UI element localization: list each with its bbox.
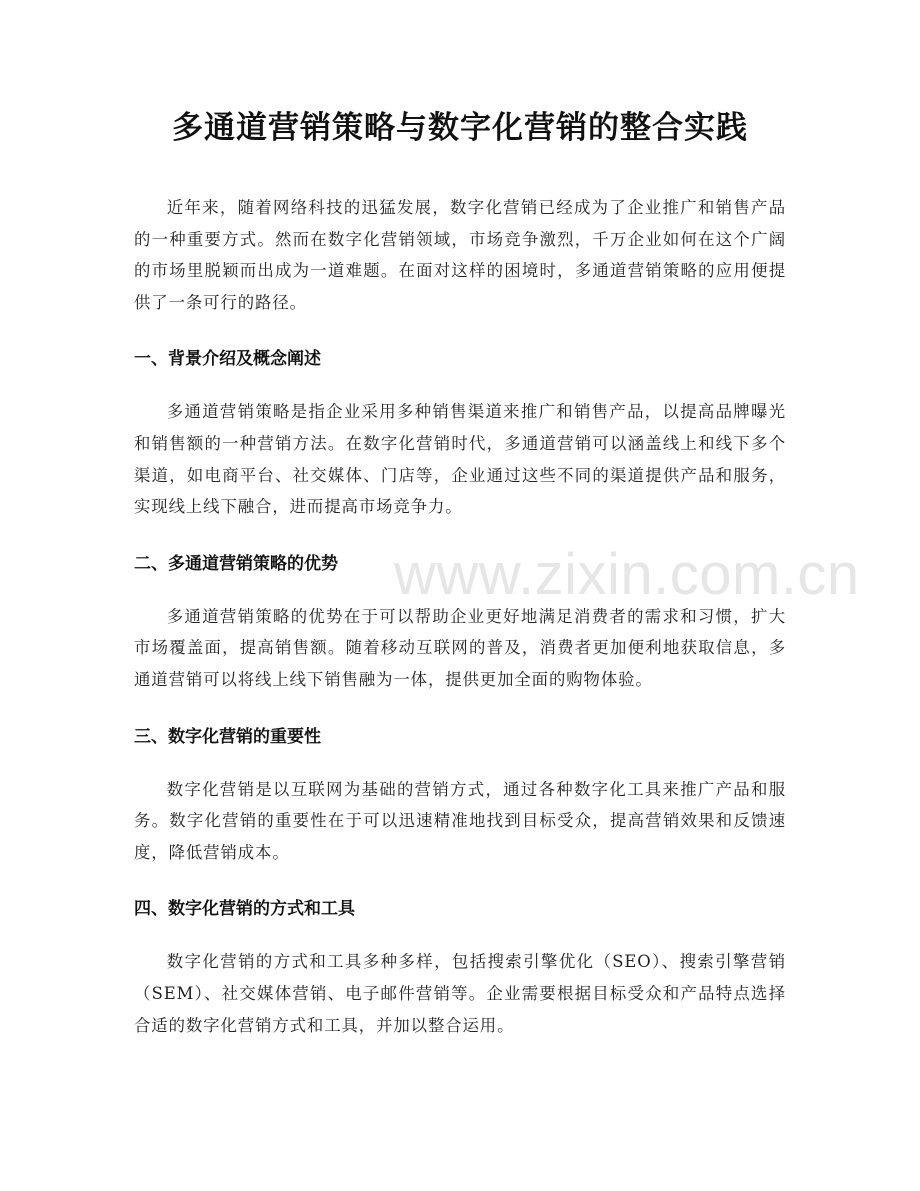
section-body-importance: 数字化营销是以互联网为基础的营销方式，通过各种数字化工具来推广产品和服务。数字化营销的重要性在于可以迅速精准地找到目标受众，提高营销效果和反馈速度，降低营销成本。 xyxy=(134,779,786,862)
section-heading-tools: 四、数字化营销的方式和工具 xyxy=(134,899,355,920)
section-heading-importance: 三、数字化营销的重要性 xyxy=(134,726,321,747)
watermark: www.zixin.com.cn xyxy=(394,542,860,607)
section-heading-background: 一、背景介绍及概念阐述 xyxy=(134,349,321,370)
section-heading-advantages: 二、多通道营销策略的优势 xyxy=(134,553,338,574)
section-body-background: 多通道营销策略是指企业采用多种销售渠道来推广和销售产品，以提高品牌曝光和销售额的一种营销方法。在数字化营销时代，多通道营销可以涵盖线上和线下多个渠道，如电商平台、社交媒体、门店等，企业通过这些不同的渠道提供产品和服务，实现线上线下融合，进而提高市场竞争力。 xyxy=(134,402,786,517)
intro-paragraph: 近年来，随着网络科技的迅猛发展，数字化营销已经成为了企业推广和销售产品的一种重要方式。然而在数字化营销领域，市场竞争激烈，千万企业如何在这个广阔的市场里脱颖而出成为一道难题。在面对这样的困境时，多通道营销策略的应用便提供了一条可行的路径。 xyxy=(134,198,786,312)
document-title: 多通道营销策略与数字化营销的整合实践 xyxy=(172,110,748,146)
section-body-advantages: 多通道营销策略的优势在于可以帮助企业更好地满足消费者的需求和习惯，扩大市场覆盖面，提高销售额。随着移动互联网的普及，消费者更加便利地获取信息，多通道营销可以将线上线下销售融为一体，提供更加全面的购物体验。 xyxy=(134,606,786,689)
section-body-tools: 数字化营销的方式和工具多种多样，包括搜索引擎优化（SEO）、搜索引擎营销（SEM）、社交媒体营销、电子邮件营销等。企业需要根据目标受众和产品特点选择合适的数字化营销方式和工具，并加以整合运用。 xyxy=(134,952,786,1035)
